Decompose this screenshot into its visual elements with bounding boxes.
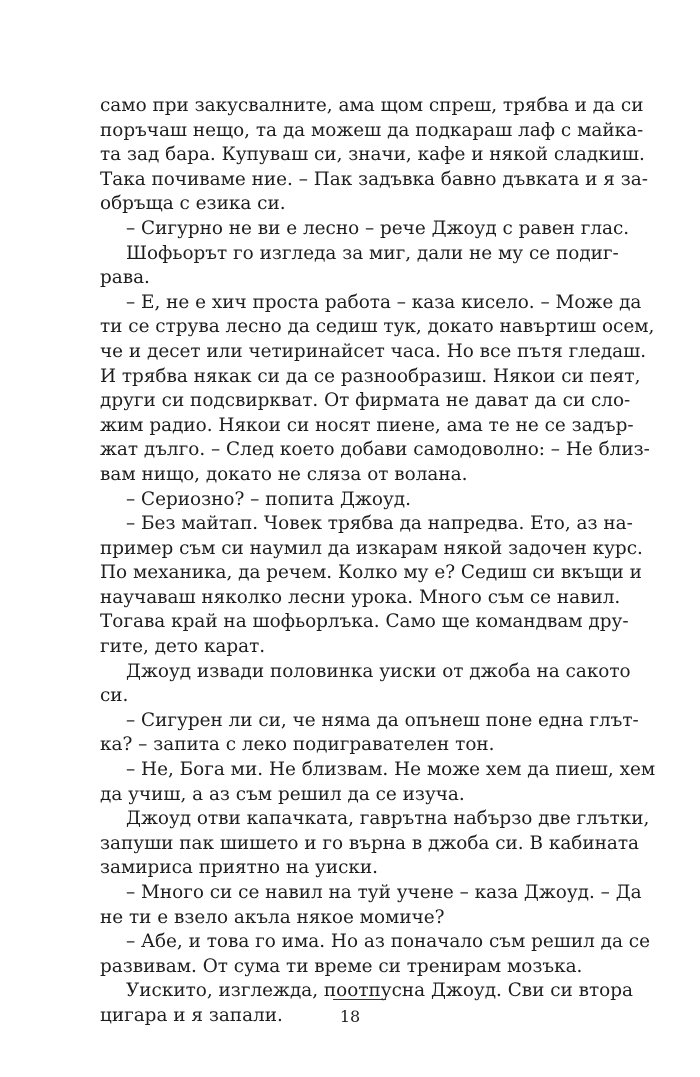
text-line: По механика, да речем. Колко му е? Седиш си вкъщи и xyxy=(100,562,642,584)
text-line: Тогава край на шофьорлъка. Само ще командвам дру- xyxy=(100,611,629,633)
text-line: само при закусвалните, ама щом спреш, трябва и да си xyxy=(100,95,644,116)
text-line: запуши пак шишето и го върна в джоба си. В кабината xyxy=(100,832,639,854)
text-line: вам нищо, докато не сляза от волана. xyxy=(100,463,468,485)
footer-rule xyxy=(333,999,386,1000)
text-line: цигара и я запали. xyxy=(100,1004,283,1026)
text-line: си. xyxy=(100,685,129,707)
text-line: – Е, не е хич проста работа – каза кисело. – Може да xyxy=(126,291,642,313)
text-line: не ти е взело акъла някое момиче? xyxy=(100,906,445,928)
text-line: ка? – запита с леко подигравателен тон. xyxy=(100,734,495,756)
text-line: – Абе, и това го има. Но аз поначало съм решил да се xyxy=(126,931,650,953)
text-line: – Много си се навил на туй учене – каза Джоуд. – Да xyxy=(126,882,642,903)
text-line: ти се струва лесно да седиш тук, докато навъртиш осем, xyxy=(100,316,655,338)
text-line: да учиш, а аз съм решил да се изуча. xyxy=(100,783,465,805)
text-line: Така почиваме ние. – Пак задъвка бавно дъвката и я за- xyxy=(100,168,648,190)
text-line: – Сериозно? – попита Джоуд. xyxy=(126,488,411,510)
text-line: обръща с езика си. xyxy=(100,193,286,215)
text-line: рава. xyxy=(100,267,150,289)
text-line: гите, дето карат. xyxy=(100,636,266,658)
text-line: развивам. От сума ти време си тренирам мозъка. xyxy=(100,955,583,977)
text-line: – Не, Бога ми. Не близвам. Не може хем да пиеш, хем xyxy=(126,759,656,781)
text-line: Джоуд отви капачката, гаврътна набързо две глътки, xyxy=(126,808,650,830)
text-line: – Сигурен ли си, че няма да опънеш поне една глът- xyxy=(126,709,639,731)
text-line: Шофьорът го изгледа за миг, дали не му се подиг- xyxy=(126,242,619,264)
text-line: Джоуд извади половинка уиски от джоба на сакото xyxy=(126,660,631,682)
text-line: научаваш няколко лесни урока. Много съм се навил. xyxy=(100,586,621,608)
text-line: жим радио. Някои си носят пиене, ама те не се задър- xyxy=(100,414,634,436)
text-line: Уискито, изглежда, поотпусна Джоуд. Сви си втора xyxy=(126,980,633,1002)
text-line: други си подсвиркват. От фирмата не дават да си сло- xyxy=(100,390,631,412)
text-line: пример съм си наумил да изкарам някой задочен курс. xyxy=(100,537,643,559)
text-line: че и десет или четиринайсет часа. Но все пътя гледаш. xyxy=(100,340,647,362)
page-number: 18 xyxy=(339,1007,361,1026)
text-line: И трябва някак си да се разнообразиш. Някои си пеят, xyxy=(100,365,641,387)
text-line: – Без майтап. Човек трябва да напредва. Ето, аз на- xyxy=(126,513,633,535)
text-line: жат дълго. – След което добави самодоволно: – Не близ- xyxy=(100,439,650,461)
text-line: поръчаш нещо, та да можеш да подкараш лаф с майка- xyxy=(100,119,644,141)
body-text xyxy=(100,94,656,1029)
text-line: – Сигурно не ви е лесно – рече Джоуд с равен глас. xyxy=(126,217,630,239)
text-line: замириса приятно на уиски. xyxy=(100,857,378,879)
text-line: та зад бара. Купуваш си, значи, кафе и някой сладкиш. xyxy=(100,144,645,166)
